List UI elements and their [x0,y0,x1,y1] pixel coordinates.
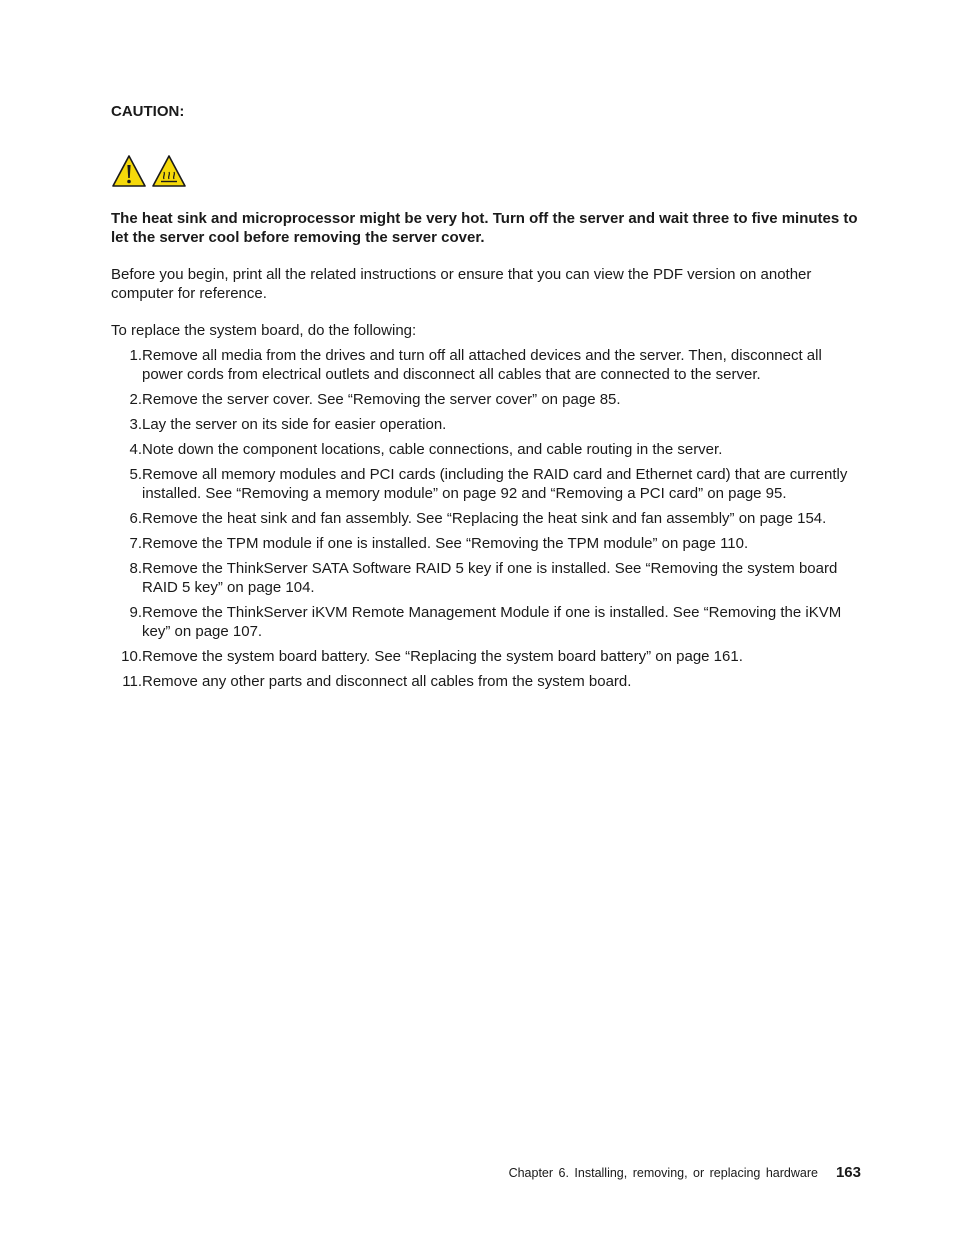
chapter-title: Chapter 6. Installing, removing, or replacing hardware [508,1166,818,1180]
warning-icons [111,154,187,188]
hot-surface-icon [151,154,187,188]
list-item [111,346,866,384]
intro-text: Before you begin, print all the related instructions or ensure that you can view the PDF version on another computer for reference. [111,266,812,302]
step-text: Remove the system board battery. See “Replacing the system board battery” on page 161. [142,648,743,665]
page-number: 163 [835,1164,861,1181]
step-number: 9. [129,604,142,621]
list-item [111,603,866,641]
step-number: 5. [129,466,142,483]
page-footer [509,1164,861,1182]
step-number: 10. [121,648,142,665]
steps-list [111,346,866,697]
caution-label: CAUTION: [111,103,185,120]
step-text: Remove the ThinkServer SATA Software RAID 5 key if one is installed. See “Removing the system board RAID 5 key” on page 104. [142,560,838,596]
step-text: Remove all media from the drives and turn off all attached devices and the server. Then, disconnect all power cords from electrical outlets and disconnect all cables that are connected to the server. [142,347,822,383]
list-item [111,509,866,528]
list-item [111,415,866,434]
step-number: 6. [129,510,142,527]
step-number: 2. [129,391,142,408]
step-text: Remove the ThinkServer iKVM Remote Management Module if one is installed. See “Removing the iKVM key” on page 107. [142,604,842,640]
list-item [111,559,866,597]
step-text: Note down the component locations, cable connections, and cable routing in the server. [142,441,723,458]
steps-lead: To replace the system board, do the following: [111,322,417,339]
step-number: 3. [129,416,142,433]
step-text: Remove all memory modules and PCI cards (including the RAID card and Ethernet card) that are currently installed. See “Removing a memory module” on page 92 and “Removing a PCI card” on page 95. [142,466,848,502]
step-text: Remove the server cover. See “Removing the server cover” on page 85. [142,391,621,408]
step-text: Remove the heat sink and fan assembly. See “Replacing the heat sink and fan assembly” on page 154. [142,510,827,527]
step-number: 8. [129,560,142,577]
list-item [111,390,866,409]
caution-text: The heat sink and microprocessor might be very hot. Turn off the server and wait three to five minutes to let the server cool before removing the server cover. [111,210,858,246]
list-item [111,440,866,459]
step-number: 11. [122,673,142,690]
list-item [111,647,866,666]
list-item [111,465,866,503]
warning-exclamation-icon [111,154,147,188]
step-number: 4. [129,441,142,458]
step-text: Lay the server on its side for easier operation. [142,416,447,433]
step-text: Remove the TPM module if one is installed. See “Removing the TPM module” on page 110. [142,535,749,552]
step-text: Remove any other parts and disconnect all cables from the system board. [142,673,632,690]
list-item [111,672,866,691]
list-item [111,534,866,553]
step-number: 7. [129,535,142,552]
step-number: 1. [129,347,142,364]
